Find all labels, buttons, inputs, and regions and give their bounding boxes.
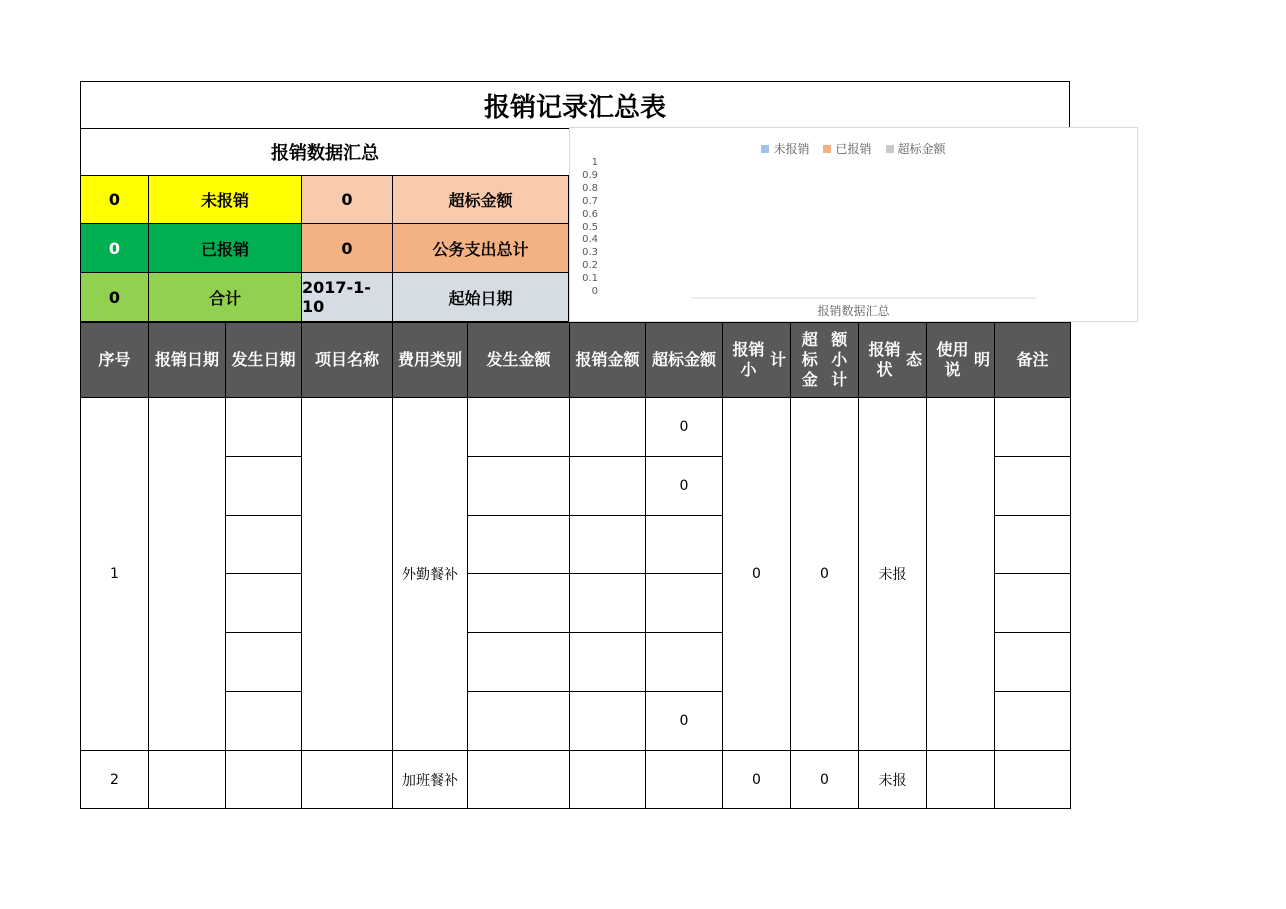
expense-category-cell[interactable]: 外勤餐补 bbox=[392, 397, 468, 751]
row-index-cell[interactable]: 1 bbox=[80, 397, 149, 751]
chart-y-tick: 0.6 bbox=[582, 208, 598, 220]
summary-heading: 报销数据汇总 bbox=[80, 128, 570, 176]
row-index-cell[interactable]: 2 bbox=[80, 750, 149, 809]
over-amount-cell[interactable]: 0 bbox=[645, 456, 723, 516]
occur-amount-cell[interactable] bbox=[467, 456, 570, 516]
header-project-name[interactable]: 项目名称 bbox=[301, 322, 393, 398]
status-cell[interactable]: 未报 bbox=[858, 397, 927, 751]
occur-amount-cell[interactable] bbox=[467, 515, 570, 574]
reimbursed-count[interactable]: 0 bbox=[80, 223, 149, 273]
reimbursed-label: 已报销 bbox=[148, 223, 302, 273]
over-subtotal-cell[interactable]: 0 bbox=[790, 750, 859, 809]
total-count[interactable]: 0 bbox=[80, 272, 149, 322]
reimburse-amount-cell[interactable] bbox=[569, 397, 646, 457]
chart-y-tick: 0.9 bbox=[582, 169, 598, 181]
legend-label: 超标金额 bbox=[897, 142, 946, 156]
occur-amount-cell[interactable] bbox=[467, 691, 570, 751]
over-amount-cell[interactable] bbox=[645, 750, 723, 809]
over-amount-cell[interactable] bbox=[645, 632, 723, 692]
start-date-value[interactable]: 2017-1-10 bbox=[301, 272, 393, 322]
header-occur-date[interactable]: 发生日期 bbox=[225, 322, 302, 398]
chart-y-tick: 0.7 bbox=[582, 195, 598, 207]
header-usage-note[interactable]: 使用说 明 bbox=[926, 322, 995, 398]
header-remark[interactable]: 备注 bbox=[994, 322, 1071, 398]
remark-cell[interactable] bbox=[994, 397, 1071, 457]
start-date-label: 起始日期 bbox=[392, 272, 569, 322]
reimburse-amount-cell[interactable] bbox=[569, 515, 646, 574]
over-amount-cell[interactable]: 0 bbox=[645, 397, 723, 457]
header-index[interactable]: 序号 bbox=[80, 322, 149, 398]
header-reimburse-subtotal[interactable]: 报销小 计 bbox=[722, 322, 791, 398]
usage-note-cell[interactable] bbox=[926, 397, 995, 751]
occur-date-cell[interactable] bbox=[225, 691, 302, 751]
legend-label: 已报销 bbox=[835, 142, 872, 156]
occur-amount-cell[interactable] bbox=[467, 573, 570, 633]
status-cell[interactable]: 未报 bbox=[858, 750, 927, 809]
header-expense-category[interactable]: 费用类别 bbox=[392, 322, 468, 398]
occur-date-cell[interactable] bbox=[225, 515, 302, 574]
reimburse-amount-cell[interactable] bbox=[569, 632, 646, 692]
occur-date-cell[interactable] bbox=[225, 750, 302, 809]
reimburse-subtotal-cell[interactable]: 0 bbox=[722, 397, 791, 751]
unreimbursed-label: 未报销 bbox=[148, 175, 302, 224]
header-over-amount[interactable]: 超标金额 bbox=[645, 322, 723, 398]
chart-y-tick: 0.8 bbox=[582, 182, 598, 194]
header-reimburse-date[interactable]: 报销日期 bbox=[148, 322, 226, 398]
over-amount-cell[interactable] bbox=[645, 515, 723, 574]
reimburse-amount-cell[interactable] bbox=[569, 573, 646, 633]
official-expense-total-label: 公务支出总计 bbox=[392, 223, 569, 273]
remark-cell[interactable] bbox=[994, 515, 1071, 574]
occur-amount-cell[interactable] bbox=[467, 397, 570, 457]
chart-y-tick: 0.1 bbox=[582, 273, 598, 285]
header-occur-amount[interactable]: 发生金额 bbox=[467, 322, 570, 398]
reimburse-subtotal-cell[interactable]: 0 bbox=[722, 750, 791, 809]
reimburse-amount-cell[interactable] bbox=[569, 750, 646, 809]
chart-y-tick: 0.5 bbox=[582, 221, 598, 233]
chart-y-tick: 0.4 bbox=[582, 234, 598, 246]
usage-note-cell[interactable] bbox=[926, 750, 995, 809]
over-amount-value[interactable]: 0 bbox=[301, 175, 393, 224]
remark-cell[interactable] bbox=[994, 750, 1071, 809]
legend-label: 未报销 bbox=[773, 142, 810, 156]
occur-amount-cell[interactable] bbox=[467, 632, 570, 692]
occur-date-cell[interactable] bbox=[225, 397, 302, 457]
official-expense-total-value[interactable]: 0 bbox=[301, 223, 393, 273]
over-amount-cell[interactable] bbox=[645, 573, 723, 633]
remark-cell[interactable] bbox=[994, 632, 1071, 692]
header-reimburse-amount[interactable]: 报销金额 bbox=[569, 322, 646, 398]
header-over-subtotal[interactable]: 超标金 额小计 bbox=[790, 322, 859, 398]
reimburse-date-cell[interactable] bbox=[148, 750, 226, 809]
reimburse-amount-cell[interactable] bbox=[569, 691, 646, 751]
total-label: 合计 bbox=[148, 272, 302, 322]
chart-y-tick: 0.3 bbox=[582, 247, 598, 259]
reimburse-date-cell[interactable] bbox=[148, 397, 226, 751]
unreimbursed-count[interactable]: 0 bbox=[80, 175, 149, 224]
chart-y-tick: 1 bbox=[591, 157, 598, 168]
chart-y-tick: 0.2 bbox=[582, 260, 598, 272]
project-name-cell[interactable] bbox=[301, 750, 393, 809]
header-status[interactable]: 报销状 态 bbox=[858, 322, 927, 398]
remark-cell[interactable] bbox=[994, 456, 1071, 516]
occur-date-cell[interactable] bbox=[225, 573, 302, 633]
sheet-title: 报销记录汇总表 bbox=[80, 81, 1070, 129]
expense-category-cell[interactable]: 加班餐补 bbox=[392, 750, 468, 809]
project-name-cell[interactable] bbox=[301, 397, 393, 751]
over-amount-cell[interactable]: 0 bbox=[645, 691, 723, 751]
chart-plot bbox=[570, 128, 1137, 321]
remark-cell[interactable] bbox=[994, 573, 1071, 633]
over-subtotal-cell[interactable]: 0 bbox=[790, 397, 859, 751]
over-amount-label: 超标金额 bbox=[392, 175, 569, 224]
occur-amount-cell[interactable] bbox=[467, 750, 570, 809]
occur-date-cell[interactable] bbox=[225, 456, 302, 516]
summary-chart[interactable] bbox=[569, 127, 1138, 322]
occur-date-cell[interactable] bbox=[225, 632, 302, 692]
reimburse-amount-cell[interactable] bbox=[569, 456, 646, 516]
chart-y-tick: 0 bbox=[591, 286, 598, 297]
chart-x-axis-title: 报销数据汇总 bbox=[817, 304, 890, 318]
remark-cell[interactable] bbox=[994, 691, 1071, 751]
